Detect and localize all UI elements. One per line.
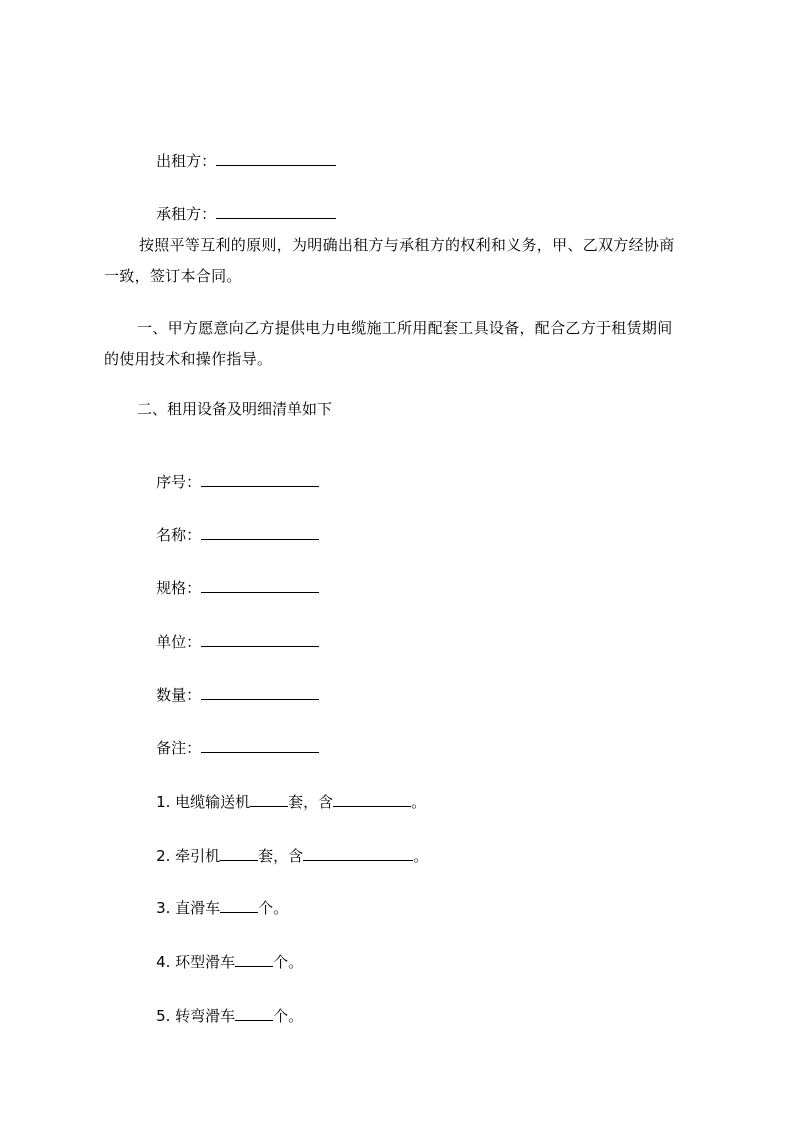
intro-paragraph xyxy=(104,230,704,292)
field-serial-line xyxy=(137,452,319,512)
field-spec-line xyxy=(137,558,319,618)
field-blank[interactable] xyxy=(201,685,319,700)
clause-1-paragraph xyxy=(104,313,704,375)
field-quantity-line xyxy=(137,665,319,725)
item-line-1 xyxy=(137,772,426,832)
item-unit: 个。 xyxy=(273,1007,304,1025)
lessor-label: 出租方： xyxy=(156,152,217,170)
item-prefix: 2. 牵引机 xyxy=(156,847,221,865)
item-qty-blank[interactable] xyxy=(235,1006,273,1021)
item-prefix: 1. 电缆输送机 xyxy=(156,793,251,811)
item-unit: 个。 xyxy=(258,899,289,917)
item-line-3 xyxy=(137,878,288,938)
clause-1-line-2: 的使用技术和操作指导。 xyxy=(104,350,273,368)
clause-2-heading: 二、租用设备及明细清单如下 xyxy=(137,400,333,418)
field-label: 序号： xyxy=(156,473,202,491)
item-prefix: 5. 转弯滑车 xyxy=(156,1007,236,1025)
field-blank[interactable] xyxy=(201,632,319,647)
intro-line-1: 按照平等互利的原则，为明确出租方与承租方的权利和义务，甲、乙双方经协商 xyxy=(139,236,675,254)
item-qty-blank[interactable] xyxy=(250,792,288,807)
clause-1-line-1: 一、甲方愿意向乙方提供电力电缆施工所用配套工具设备，配合乙方于租赁期间 xyxy=(137,319,673,337)
lessor-line xyxy=(137,131,336,191)
item-unit: 套，含 xyxy=(288,793,334,811)
field-remark-line xyxy=(137,718,319,778)
lessee-blank[interactable] xyxy=(216,204,336,219)
field-label: 规格： xyxy=(156,579,202,597)
field-blank[interactable] xyxy=(201,578,319,593)
field-blank[interactable] xyxy=(201,738,319,753)
field-name-line xyxy=(137,505,319,565)
item-detail-blank[interactable] xyxy=(303,846,413,861)
field-label: 数量： xyxy=(156,686,202,704)
item-qty-blank[interactable] xyxy=(220,898,258,913)
item-qty-blank[interactable] xyxy=(220,846,258,861)
item-prefix: 3. 直滑车 xyxy=(156,899,221,917)
field-label: 名称： xyxy=(156,526,202,544)
item-suffix: 。 xyxy=(413,847,429,865)
field-unit-line xyxy=(137,612,319,672)
lessee-label: 承租方： xyxy=(156,205,217,223)
item-line-5 xyxy=(137,986,303,1046)
item-qty-blank[interactable] xyxy=(235,952,273,967)
field-label: 单位： xyxy=(156,633,202,651)
item-detail-blank[interactable] xyxy=(333,792,411,807)
item-unit: 套，含 xyxy=(258,847,304,865)
item-unit: 个。 xyxy=(273,953,304,971)
item-line-2 xyxy=(137,826,428,886)
item-line-4 xyxy=(137,932,303,992)
field-blank[interactable] xyxy=(201,525,319,540)
intro-line-2: 一致，签订本合同。 xyxy=(104,267,242,285)
field-blank[interactable] xyxy=(201,472,319,487)
lessor-blank[interactable] xyxy=(216,151,336,166)
item-suffix: 。 xyxy=(411,793,427,811)
field-label: 备注： xyxy=(156,739,202,757)
item-prefix: 4. 环型滑车 xyxy=(156,953,236,971)
